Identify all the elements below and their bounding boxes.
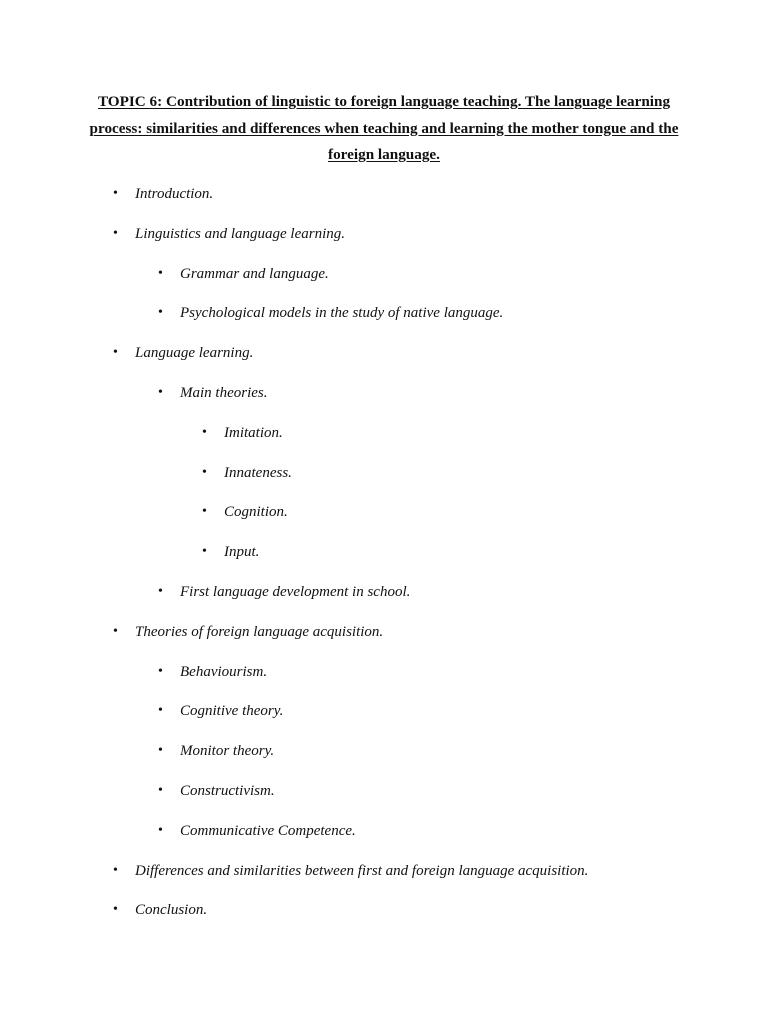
- document-title: TOPIC 6: Contribution of linguistic to foreign language teaching. The language learning process: similarities and differences when teaching and learning the mother tongue and the foreign language.: [89, 93, 679, 163]
- outline-item-text: Cognition.: [224, 504, 288, 521]
- outline-item-level-1: [113, 861, 589, 881]
- outline-item-level-2: [158, 582, 411, 602]
- bullet-icon: •: [202, 504, 207, 520]
- bullet-icon: •: [202, 424, 207, 440]
- outline-item-text: Monitor theory.: [180, 743, 275, 760]
- outline-item-level-2: [158, 383, 268, 403]
- outline-item-level-1: [113, 900, 208, 920]
- bullet-icon: •: [202, 464, 207, 480]
- outline-item-text: Differences and similarities between first and foreign language acquisition.: [135, 862, 589, 879]
- outline-item-text: Innateness.: [224, 464, 292, 481]
- outline-item-text: Language learning.: [135, 345, 254, 362]
- outline-item-text: Main theories.: [180, 385, 268, 401]
- outline-item-level-2: [158, 303, 504, 323]
- bullet-icon: •: [113, 902, 118, 918]
- outline-item-text: Constructivism.: [180, 783, 275, 799]
- outline-item-text: Communicative Competence.: [180, 822, 356, 839]
- outline-item-level-2: [158, 701, 284, 721]
- outline-item-level-2: [158, 662, 268, 682]
- outline-item-text: Theories of foreign language acquisition.: [135, 623, 384, 640]
- outline-item-text: Conclusion.: [135, 902, 208, 919]
- bullet-icon: •: [202, 544, 207, 560]
- bullet-icon: •: [158, 265, 163, 281]
- outline-item-level-2: [158, 264, 329, 284]
- outline-item-text: First language development in school.: [180, 584, 411, 600]
- outline-item-level-3: [202, 502, 288, 522]
- bullet-icon: •: [158, 305, 163, 321]
- bullet-icon: •: [158, 822, 163, 838]
- bullet-icon: •: [113, 623, 118, 639]
- outline-item-text: Cognitive theory.: [180, 703, 284, 720]
- outline-item-level-1: [113, 622, 384, 642]
- outline-item-text: Introduction.: [135, 186, 214, 202]
- outline-item-level-2: [158, 821, 356, 841]
- outline-item-level-2: [158, 781, 275, 801]
- bullet-icon: •: [113, 186, 118, 201]
- outline-item-level-1: [113, 343, 254, 363]
- outline-item-level-3: [202, 423, 283, 443]
- bullet-icon: •: [113, 862, 118, 878]
- bullet-icon: •: [158, 703, 163, 719]
- bullet-icon: •: [158, 584, 163, 599]
- outline-item-text: Behaviourism.: [180, 663, 268, 680]
- outline-item-level-2: [158, 741, 275, 761]
- outline-item-text: Imitation.: [224, 424, 283, 441]
- bullet-icon: •: [158, 743, 163, 759]
- bullet-icon: •: [158, 783, 163, 798]
- bullet-icon: •: [113, 345, 118, 361]
- outline-item-level-3: [202, 463, 292, 483]
- bullet-icon: •: [158, 385, 163, 400]
- outline-item-text: Input.: [224, 544, 260, 561]
- outline-item-text: Grammar and language.: [180, 265, 329, 282]
- bullet-icon: •: [113, 225, 118, 241]
- outline-item-level-1: [113, 184, 214, 204]
- outline-item-text: Linguistics and language learning.: [135, 225, 345, 242]
- outline-item-level-3: [202, 542, 260, 562]
- bullet-icon: •: [158, 663, 163, 679]
- outline-item-text: Psychological models in the study of native language.: [180, 305, 504, 322]
- outline-item-level-1: [113, 224, 345, 244]
